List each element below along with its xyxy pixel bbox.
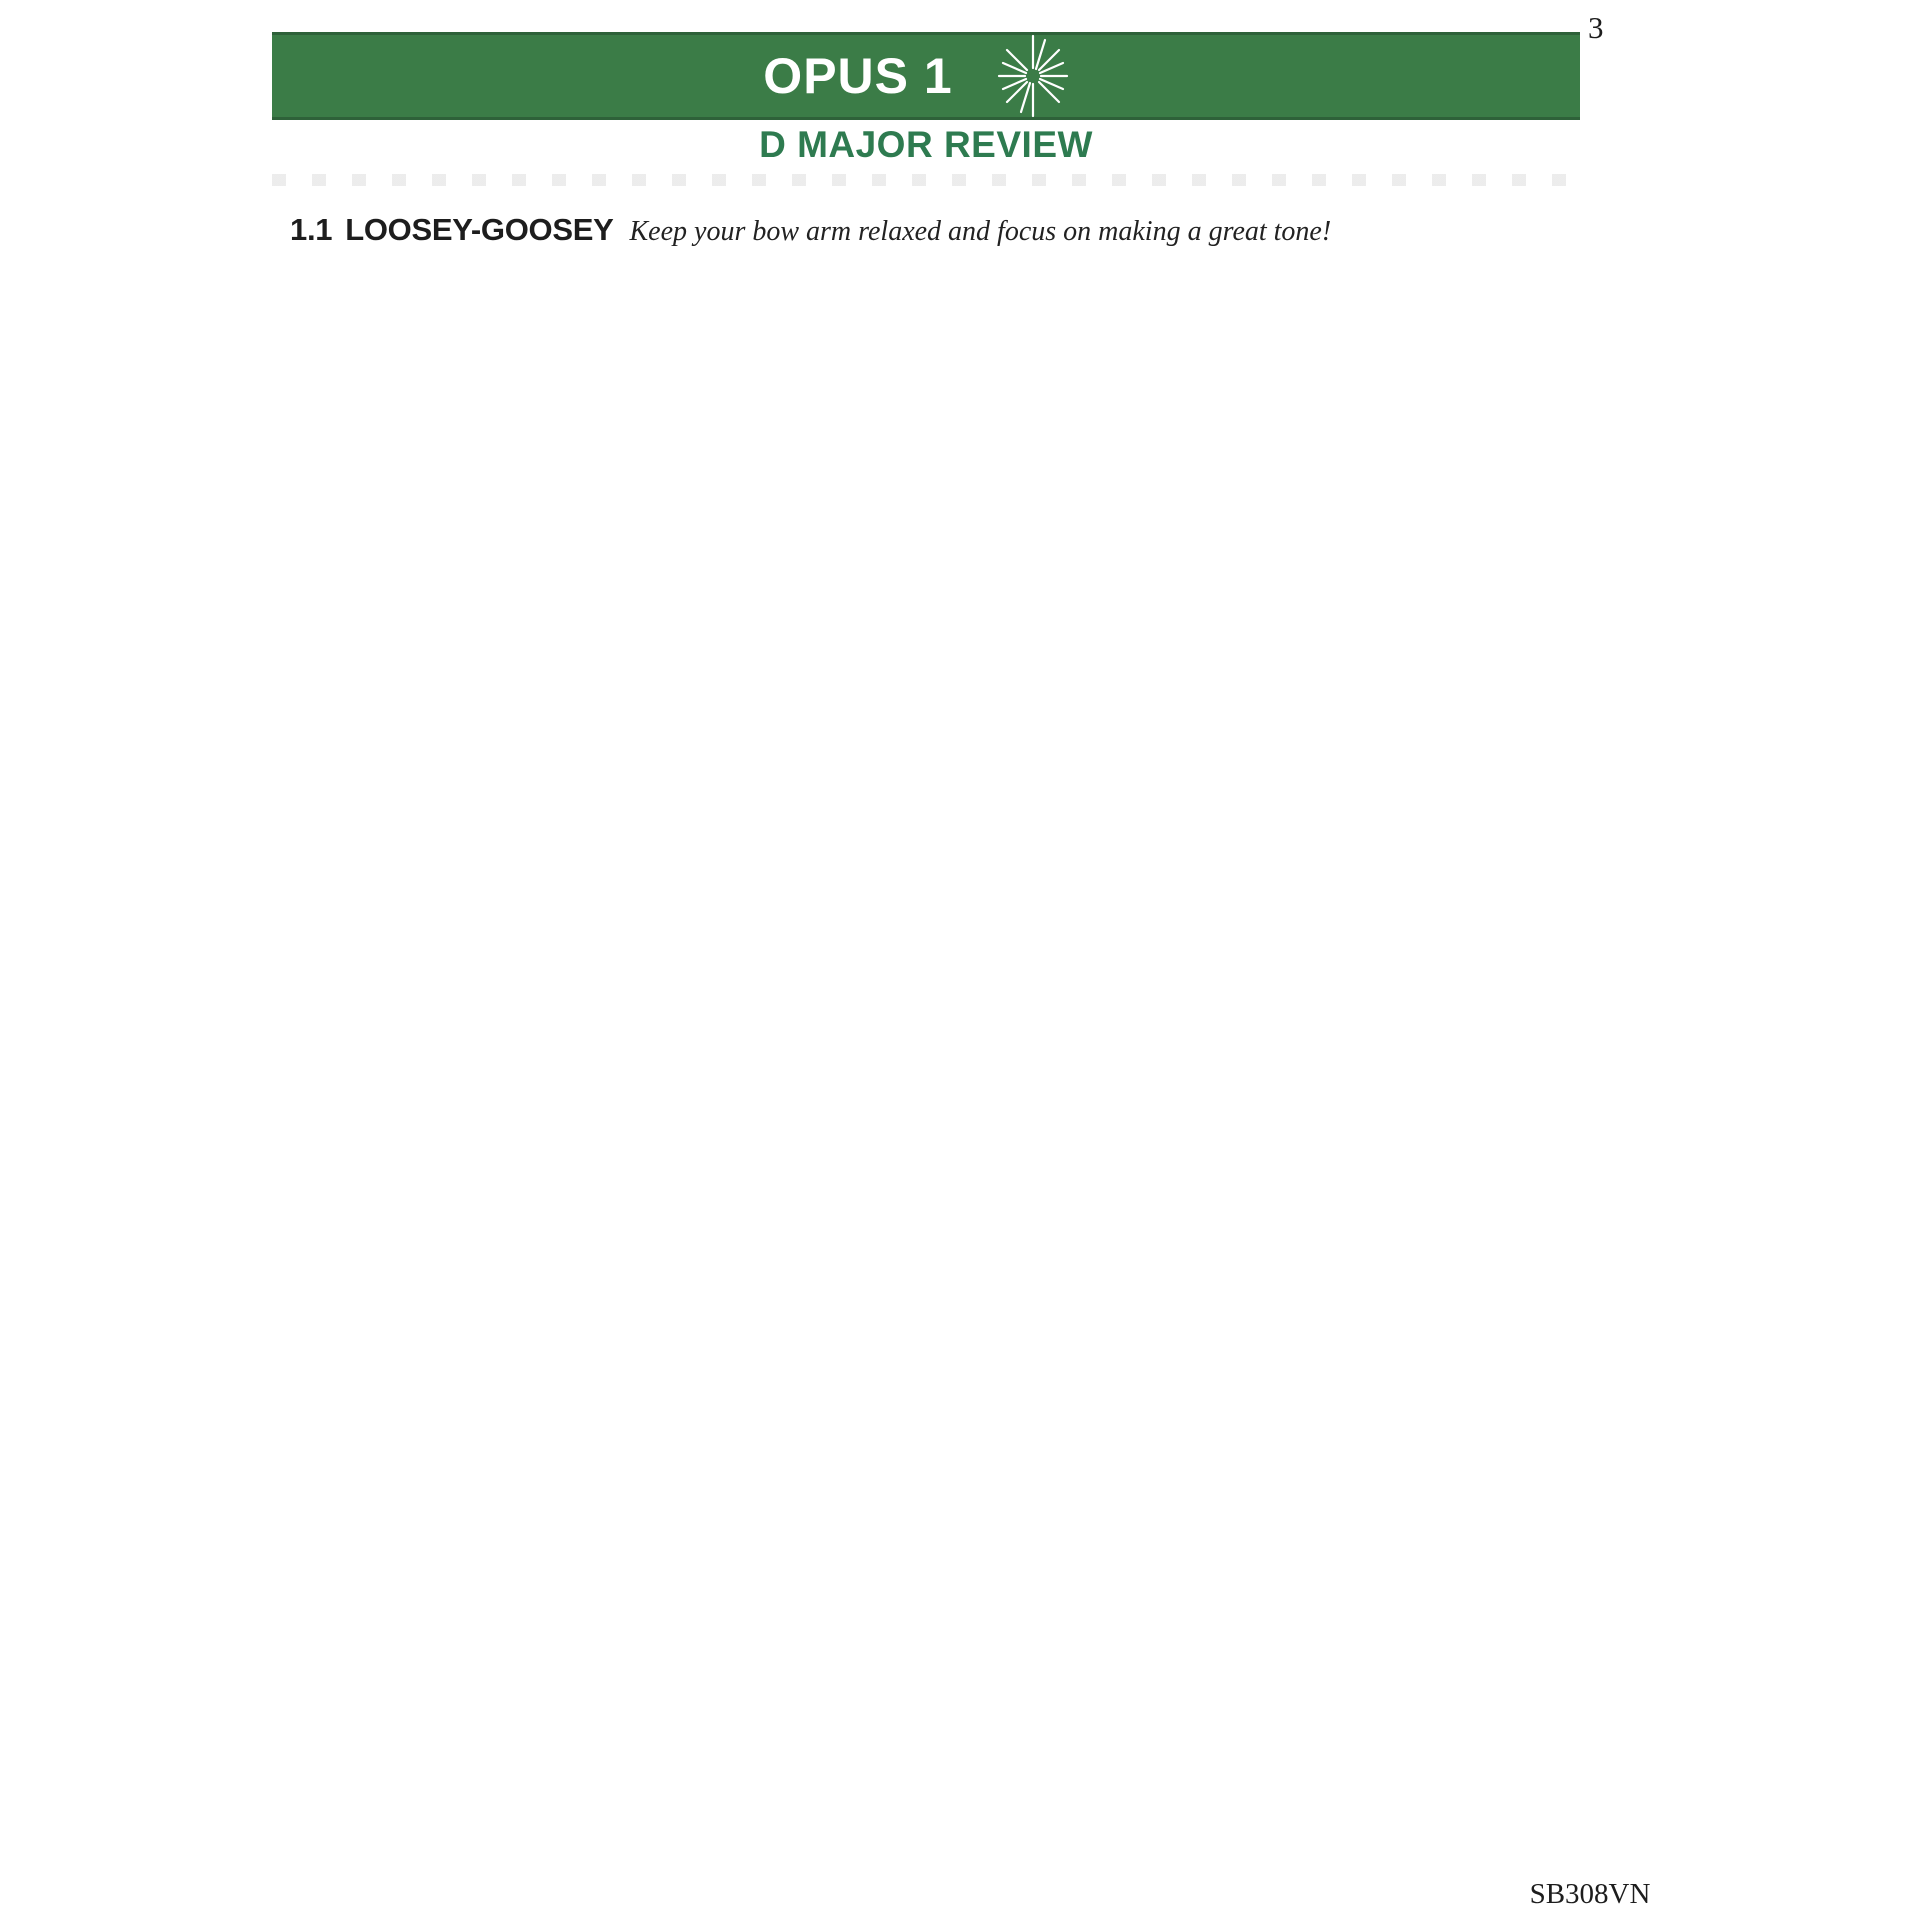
starburst-icon <box>977 33 1089 119</box>
page-number: 3 <box>1588 10 1604 45</box>
exercise-title-row <box>290 212 1331 248</box>
exercise-number: 1.1 <box>290 212 333 247</box>
opus-banner <box>272 32 1580 120</box>
exercise-subtitle: Keep your bow arm relaxed and focus on making a great tone! <box>629 216 1332 247</box>
opus-title: OPUS 1 <box>763 48 953 104</box>
footer-code: SB308VN <box>1529 1878 1651 1910</box>
section-heading: D MAJOR REVIEW <box>759 124 1093 165</box>
exercise-title: LOOSEY-GOOSEY <box>345 212 614 247</box>
scan-noise-band <box>272 174 1580 186</box>
